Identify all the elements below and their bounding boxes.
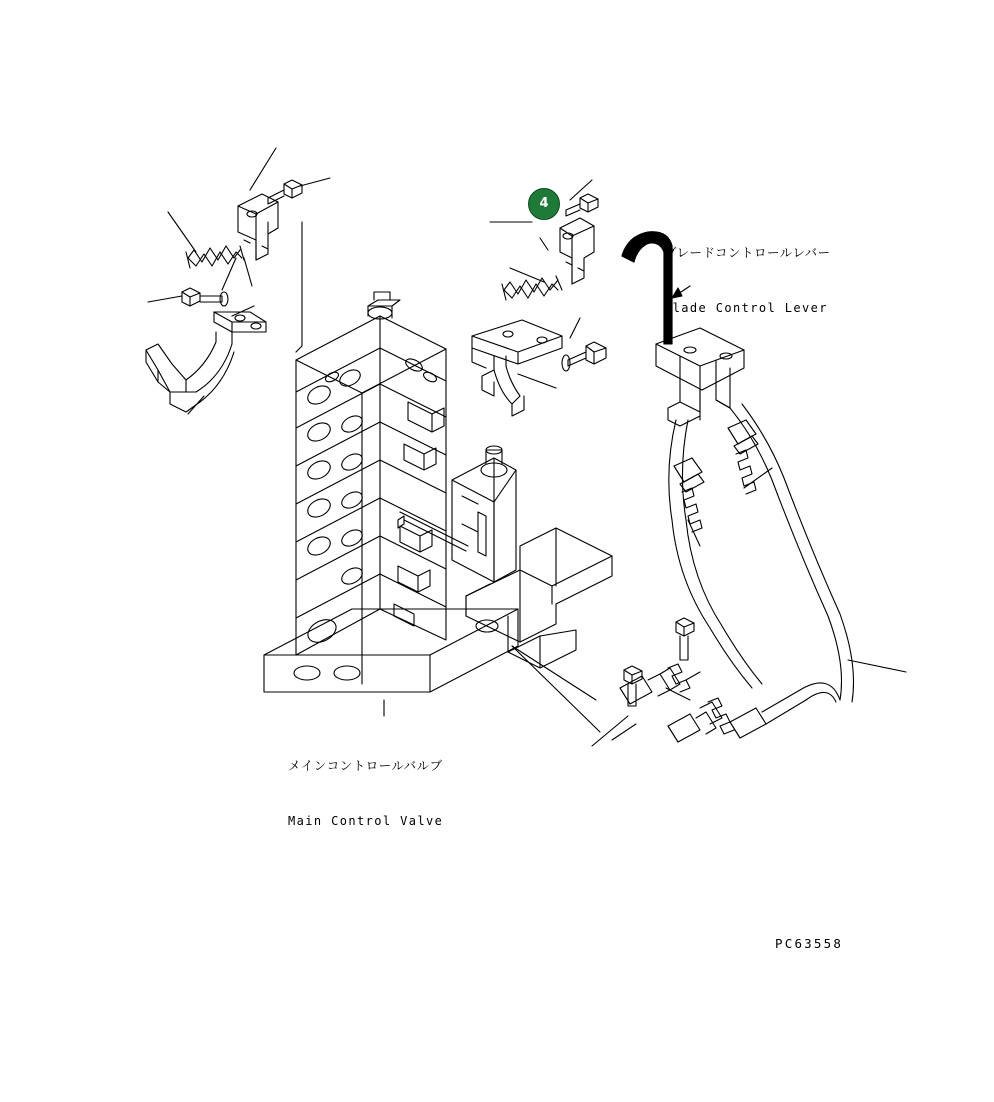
center-right-bracket-group: [472, 318, 606, 416]
label-main-control-valve: [288, 718, 443, 869]
upper-left-bracket-group: [168, 148, 330, 290]
callout-4[interactable]: [528, 188, 560, 220]
left-pedal-bracket-group: [146, 222, 302, 414]
drawing-number: PC63558: [775, 936, 844, 951]
label-main-control-valve-jp: メインコントロールバルブ: [288, 758, 443, 773]
label-blade-control-lever-jp: ブレードコントロールレバー: [664, 245, 831, 260]
label-main-control-valve-en: Main Control Valve: [288, 813, 444, 828]
callout-number: 4: [539, 196, 549, 211]
label-blade-control-lever: [664, 205, 831, 356]
main-control-valve-body: [264, 292, 612, 692]
label-blade-control-lever-en: Blade Control Lever: [664, 300, 828, 315]
